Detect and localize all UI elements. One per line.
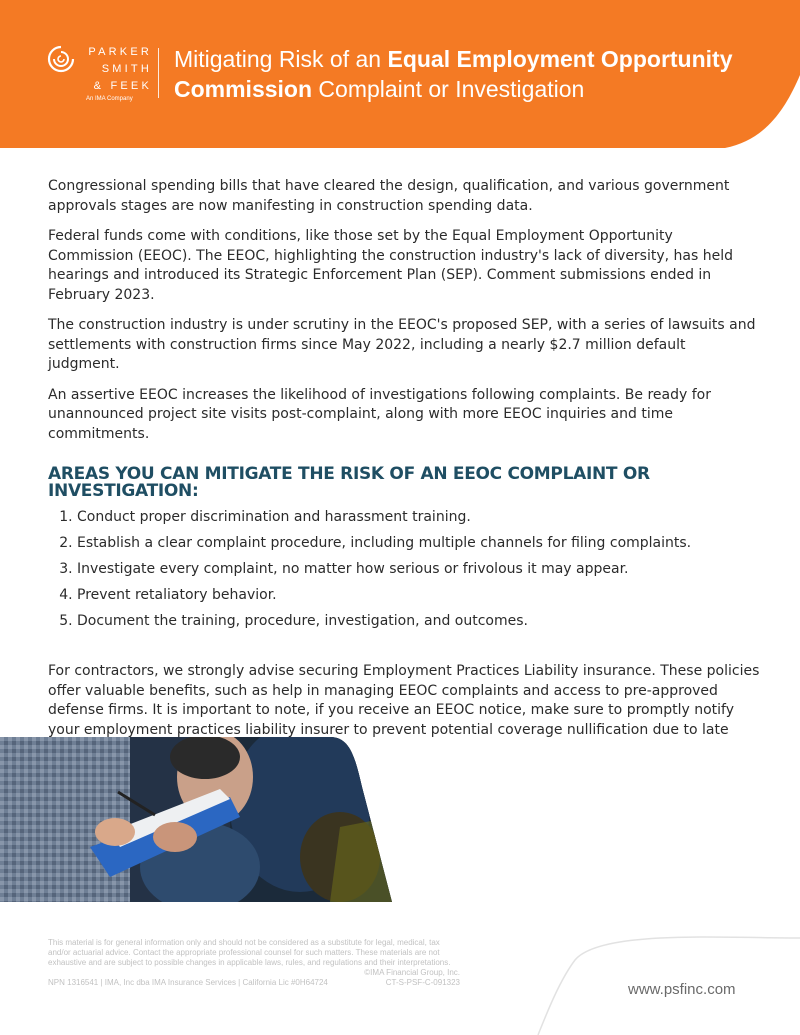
logo-tagline: An IMA Company <box>86 96 133 102</box>
disclaimer-text: This material is for general information only and should not be considered as a substitute for legal, medical, tax and/or actuarial advice. Contact the appropriate professional counsel for such matters. These materials are not exhaustive and are subject to possible changes in applicable laws, rules, and regulations and their interpretations. <box>48 938 451 967</box>
list-item: 3. Investigate every complaint, no matter how serious or frivolous it may appear. <box>77 556 760 582</box>
logo-word-parker: PARKER <box>88 46 152 58</box>
title-part-1: Mitigating Risk of an <box>174 46 388 72</box>
logo-word-feek: & FEEK <box>93 80 152 92</box>
main-content <box>48 177 760 771</box>
intro-paragraph: Federal funds come with conditions, like those set by the Equal Employment Opportunity Commission (EEOC). The EEOC, highlighting the construction industry's lack of diversity, has held hearings and introduced its Strategic Enforcement Plan (SEP). Comment submissions ended in February 2023. <box>48 228 734 303</box>
header-banner <box>0 0 800 148</box>
section-heading: AREAS YOU CAN MITIGATE THE RISK OF AN EEOC COMPLAINT OR INVESTIGATION: <box>48 464 650 501</box>
website-link[interactable]: www.psfinc.com <box>628 981 736 998</box>
document-code: CT-S-PSF-C-091323 <box>385 978 460 987</box>
list-item: 5. Document the training, procedure, investigation, and outcomes. <box>77 608 760 634</box>
company-logo <box>46 44 156 106</box>
list-item: 2. Establish a clear complaint procedure, including multiple channels for filing complaints. <box>77 530 760 556</box>
footer-disclaimer-block <box>48 938 460 988</box>
header-divider <box>158 48 159 98</box>
list-item: 4. Prevent retaliatory behavior. <box>77 582 760 608</box>
list-item: 1. Conduct proper discrimination and harassment training. <box>77 504 760 530</box>
mitigation-list <box>48 504 760 634</box>
page-title <box>174 44 764 104</box>
title-part-3: Complaint or Investigation <box>312 76 585 102</box>
intro-paragraph: An assertive EEOC increases the likelihood of investigations following complaints. Be ready for unannounced project site visits post-complaint, along with more EEOC inquiries and time commitments. <box>48 386 711 442</box>
intro-paragraph: Congressional spending bills that have cleared the design, qualification, and various government approvals stages are now manifesting in construction spending data. <box>48 178 730 214</box>
construction-worker-photo <box>0 737 392 902</box>
title-part-2: Equal Employment Opportunity Commission <box>174 46 733 102</box>
logo-swirl-icon <box>46 44 76 74</box>
logo-word-smith: SMITH <box>101 63 152 75</box>
intro-paragraph: The construction industry is under scrutiny in the EEOC's proposed SEP, with a series of lawsuits and settlements with construction firms since May 2022, including a nearly $2.7 million default judgment. <box>48 317 756 372</box>
closing-paragraph: For contractors, we strongly advise securing Employment Practices Liability insurance. These policies offer valuable benefits, such as help in managing EEOC complaints and access to pre-approved defense firms. It is important to note, if you receive an EEOC notice, make sure to promptly notify your employment practices liability insurer to prevent potential coverage nullification due to late <box>48 663 760 738</box>
copyright-text: ©IMA Financial Group, Inc. <box>364 968 460 977</box>
footer-decorative-curve <box>520 920 800 1035</box>
license-text: NPN 1316541 | IMA, Inc dba IMA Insurance Services | California Lic #0H64724 <box>48 978 328 987</box>
